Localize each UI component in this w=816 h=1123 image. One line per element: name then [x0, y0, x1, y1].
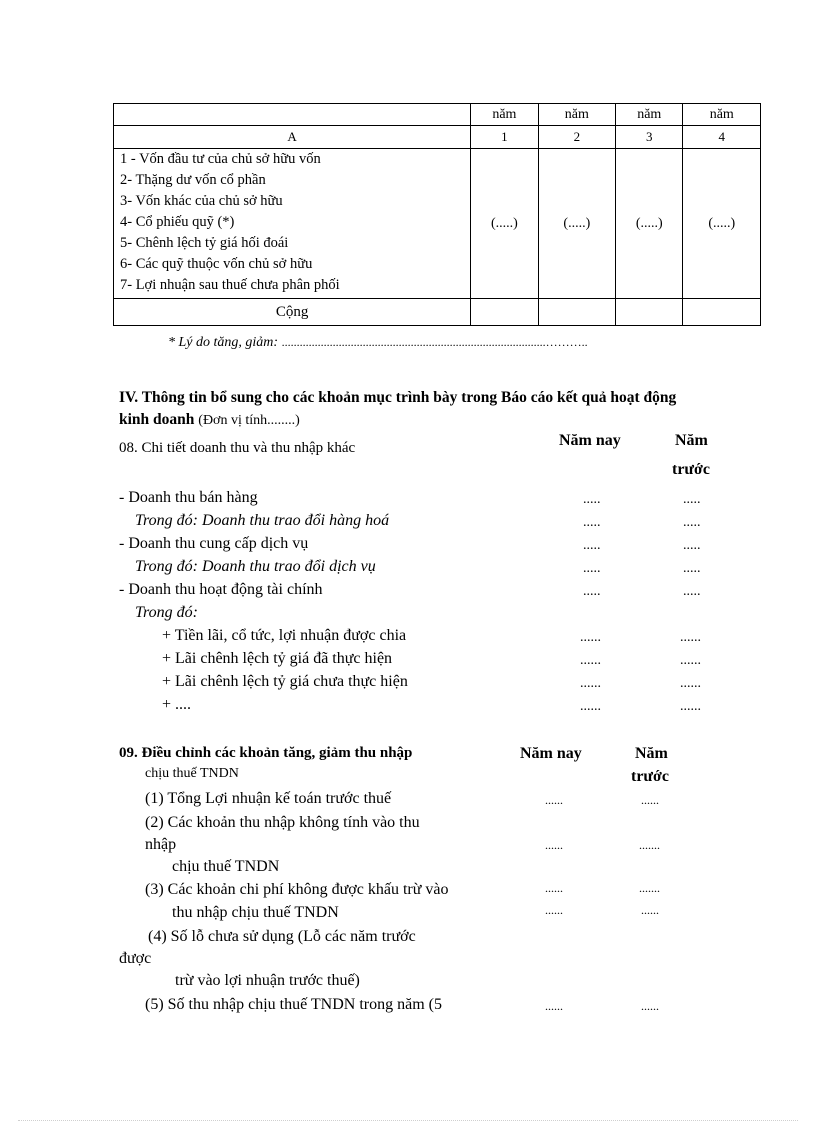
sec08-row-label: Trong đó: — [135, 604, 198, 621]
sec08-row-label: Trong đó: Doanh thu trao đổi hàng hoá — [135, 512, 390, 529]
sec09-row-5-v1: ...... — [545, 999, 563, 1013]
sec08-row-v1: ..... — [583, 538, 601, 553]
sec08-row-v2: ...... — [680, 699, 701, 714]
section-iv-title-text: IV. Thông tin bổ sung cho các khoản mục trình bày trong Báo cáo kết quả hoạt động kinh doanh — [119, 389, 677, 428]
sec08-col-prev-2: trước — [672, 461, 710, 478]
value-cell-1: (.....) — [471, 149, 538, 299]
sec09-col-current: Năm nay — [520, 745, 582, 762]
sec09-row-1-v2: ...... — [641, 793, 659, 807]
sec08-row-v1: ..... — [583, 492, 601, 507]
sec08-row-label: + Lãi chênh lệch tỷ giá đã thực hiện — [162, 650, 393, 667]
sec08-col-prev-1: Năm — [675, 432, 708, 449]
sec09-row-2c: chịu thuế TNDN — [172, 858, 280, 875]
sec09-row-5: (5) Số thu nhập chịu thuế TNDN trong năm (5 — [145, 996, 442, 1013]
sec09-row-2a: (2) Các khoản thu nhập không tính vào thu — [145, 814, 420, 831]
sec08-row-label: - Doanh thu bán hàng — [119, 489, 258, 506]
sec09-row-2b: nhập — [145, 836, 177, 853]
sec08-row-label: + .... — [162, 696, 192, 713]
sec09-row-3b-v2: ...... — [641, 903, 659, 917]
col-number-2: 2 — [538, 126, 615, 149]
sec08-row-v1: ..... — [583, 515, 601, 530]
value-cell-4: (.....) — [683, 149, 761, 299]
col-number-4: 4 — [683, 126, 761, 149]
sec09-row-2-v2: ....... — [639, 838, 660, 852]
header-col-a: A — [114, 126, 471, 149]
total-cell-2 — [538, 299, 615, 326]
sec09-row-1-v1: ...... — [545, 793, 563, 807]
sec08-row-v1: ..... — [583, 561, 601, 576]
sec09-row-3a: (3) Các khoản chi phí không được khấu trừ vào — [145, 881, 449, 898]
sec09-row-1: (1) Tổng Lợi nhuận kế toán trước thuế — [145, 790, 392, 807]
sec08-row-v2: ..... — [683, 492, 701, 507]
total-cell-1 — [471, 299, 538, 326]
sec08-row-v1: ..... — [583, 584, 601, 599]
value-cell-2: (.....) — [538, 149, 615, 299]
sec08-row-v2: ...... — [680, 653, 701, 668]
header-empty-cell — [114, 104, 471, 126]
sec08-col-current: Năm nay — [559, 432, 621, 449]
sec08-row-v2: ...... — [680, 676, 701, 691]
equity-table — [113, 103, 761, 326]
sec09-row-4c: trừ vào lợi nhuận trước thuế) — [175, 972, 360, 989]
sec08-row-v1: ...... — [580, 630, 601, 645]
header-year-1: năm — [471, 104, 538, 126]
header-year-3: năm — [616, 104, 683, 126]
section-iv-unit: (Đơn vị tính........) — [198, 413, 300, 428]
sec09-row-5-v2: ...... — [641, 999, 659, 1013]
equity-items-cell — [114, 149, 471, 299]
sec09-row-3-v2: ....... — [639, 881, 660, 895]
sec09-row-4b: được — [119, 950, 152, 967]
reason-note-label: * Lý do tăng, giảm: — [168, 335, 282, 350]
sec09-row-4a: (4) Số lỗ chưa sử dụng (Lỗ các năm trước — [148, 928, 416, 945]
equity-item: 1 - Vốn đầu tư của chủ sở hữu vốn — [120, 151, 321, 167]
equity-item: 6- Các quỹ thuộc vốn chủ sở hữu — [120, 256, 313, 272]
sec08-row-label: + Tiền lãi, cổ tức, lợi nhuận được chia — [162, 627, 407, 644]
sec08-row-v1: ...... — [580, 699, 601, 714]
header-year-2: năm — [538, 104, 615, 126]
total-cell-4 — [683, 299, 761, 326]
col-number-3: 3 — [616, 126, 683, 149]
total-cell-3 — [616, 299, 683, 326]
sec09-row-2-v1: ...... — [545, 838, 563, 852]
equity-item: 4- Cổ phiếu quỹ (*) — [120, 214, 235, 230]
sec09-row-3b: thu nhập chịu thuế TNDN — [172, 904, 339, 921]
reason-note — [168, 335, 588, 351]
reason-note-dots: ........................................................................................……….. — [281, 335, 588, 349]
sec09-col-prev-2: trước — [631, 768, 669, 785]
sec08-title: 08. Chi tiết doanh thu và thu nhập khác — [119, 440, 356, 456]
header-year-4: năm — [683, 104, 761, 126]
sec08-row-v2: ..... — [683, 584, 701, 599]
sec08-row-v1: ...... — [580, 653, 601, 668]
sec08-row-v2: ..... — [683, 561, 701, 576]
equity-item: 7- Lợi nhuận sau thuế chưa phân phối — [120, 277, 340, 293]
equity-item: 5- Chênh lệch tỷ giá hối đoái — [120, 235, 289, 251]
page-bottom-divider — [18, 1120, 798, 1121]
equity-item: 2- Thặng dư vốn cổ phần — [120, 172, 266, 188]
sec08-row-v2: ..... — [683, 515, 701, 530]
sec09-title-2: chịu thuế TNDN — [145, 766, 239, 781]
sec08-row-label: - Doanh thu cung cấp dịch vụ — [119, 535, 309, 552]
sec09-title-1: 09. Điều chỉnh các khoản tăng, giảm thu nhập — [119, 745, 413, 761]
equity-item: 3- Vốn khác của chủ sở hữu — [120, 193, 283, 209]
sec08-row-label: Trong đó: Doanh thu trao đổi dịch vụ — [135, 558, 376, 575]
sec09-col-prev-1: Năm — [635, 745, 668, 762]
sec08-row-v1: ...... — [580, 676, 601, 691]
total-label: Cộng — [114, 299, 471, 326]
sec08-row-v2: ..... — [683, 538, 701, 553]
sec08-row-v2: ...... — [680, 630, 701, 645]
sec08-row-label: - Doanh thu hoạt động tài chính — [119, 581, 323, 598]
sec08-row-label: + Lãi chênh lệch tỷ giá chưa thực hiện — [162, 673, 408, 690]
section-iv-title — [119, 387, 709, 432]
sec09-row-3b-v1: ...... — [545, 903, 563, 917]
value-cell-3: (.....) — [616, 149, 683, 299]
col-number-1: 1 — [471, 126, 538, 149]
sec09-row-3-v1: ...... — [545, 881, 563, 895]
